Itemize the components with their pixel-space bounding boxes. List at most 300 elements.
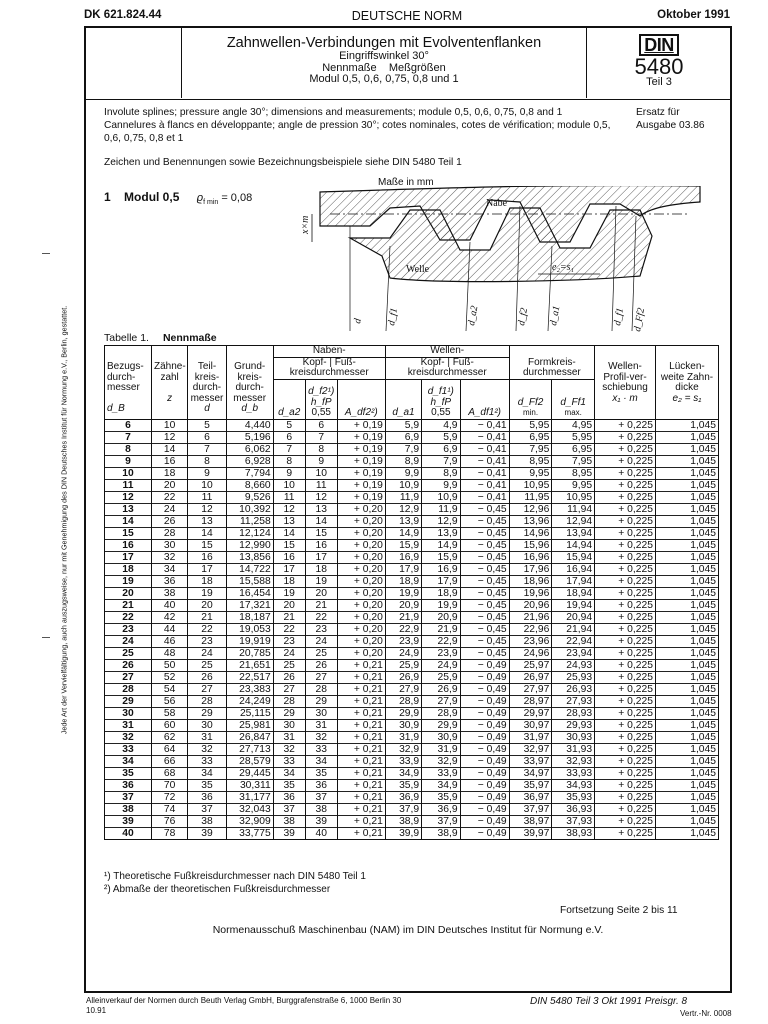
- table-cell: 17,9: [422, 575, 460, 587]
- table-cell: 36: [151, 575, 187, 587]
- table-cell: 34,93: [552, 779, 595, 791]
- table-cell: 33,97: [509, 755, 552, 767]
- table-cell: + 0,225: [595, 491, 656, 503]
- th-luecke-sym: e₂ = s₁: [672, 392, 702, 404]
- table-cell: 38: [305, 803, 337, 815]
- table-cell: 32: [105, 731, 152, 743]
- table-cell: 8: [188, 455, 226, 467]
- table-cell: 17: [305, 551, 337, 563]
- table-cell: − 0,45: [460, 551, 509, 563]
- continuation-note: Fortsetzung Seite 2 bis 11: [560, 905, 678, 916]
- table-cell: 54: [151, 683, 187, 695]
- table-row: [105, 611, 719, 623]
- table-cell: + 0,225: [595, 791, 656, 803]
- table-cell: + 0,21: [337, 755, 385, 767]
- table-cell: 5,95: [509, 419, 552, 431]
- table-cell: 6,9: [422, 443, 460, 455]
- table-row: [105, 551, 719, 563]
- table-cell: 22,96: [509, 623, 552, 635]
- table-cell: 33: [273, 755, 305, 767]
- th-hfp-val: 0,55: [311, 407, 331, 419]
- table-cell: 32,909: [226, 815, 273, 827]
- table-cell: 31,9: [422, 743, 460, 755]
- table-cell: 16: [188, 551, 226, 563]
- table-cell: 22: [105, 611, 152, 623]
- th-hfp-val-2: 0,55: [431, 407, 451, 419]
- table-cell: 33: [188, 755, 226, 767]
- table-cell: 28: [105, 683, 152, 695]
- table-cell: 11,9: [422, 503, 460, 515]
- table-cell: 17,96: [509, 563, 552, 575]
- table-cell: 26: [188, 671, 226, 683]
- table-cell: − 0,45: [460, 611, 509, 623]
- table-cell: 14,94: [552, 539, 595, 551]
- table-cell: 1,045: [655, 755, 718, 767]
- table-cell: + 0,21: [337, 815, 385, 827]
- table-cell: 1,045: [655, 695, 718, 707]
- table-cell: 20,9: [422, 611, 460, 623]
- table-cell: 20: [105, 587, 152, 599]
- table-cell: 9,95: [509, 467, 552, 479]
- th-z-text: Zähne-zahl: [153, 361, 186, 383]
- table-cell: 38: [188, 815, 226, 827]
- deutsche-norm-label: DEUTSCHE NORM: [351, 9, 463, 23]
- table-cell: 13,856: [226, 551, 273, 563]
- table-cell: 1,045: [655, 503, 718, 515]
- table-cell: 4,95: [552, 419, 595, 431]
- table-cell: 7,9: [422, 455, 460, 467]
- table-cell: 76: [151, 815, 187, 827]
- table-row: [105, 827, 719, 839]
- table-cell: 39,97: [509, 827, 552, 839]
- table-row: [105, 599, 719, 611]
- table-cell: 12: [105, 491, 152, 503]
- table-cell: 16,9: [422, 563, 460, 575]
- committee-note: Normenausschuß Maschinenbau (NAM) im DIN Deutsches Institut für Normung e.V.: [212, 924, 604, 936]
- table-cell: 8: [273, 455, 305, 467]
- table-row: [105, 479, 719, 491]
- table-cell: 15,94: [552, 551, 595, 563]
- table-cell: 24: [188, 647, 226, 659]
- table-cell: 32: [273, 743, 305, 755]
- table-cell: 13: [273, 515, 305, 527]
- table-row: [105, 455, 719, 467]
- table-cell: + 0,225: [595, 479, 656, 491]
- table-cell: 31: [305, 719, 337, 731]
- table-cell: 22,94: [552, 635, 595, 647]
- table-row: [105, 779, 719, 791]
- table-cell: + 0,225: [595, 731, 656, 743]
- table-row: [105, 731, 719, 743]
- table-cell: 28: [151, 527, 187, 539]
- table-cell: 11: [305, 479, 337, 491]
- table-cell: + 0,225: [595, 755, 656, 767]
- table-cell: 39: [105, 815, 152, 827]
- table-cell: 62: [151, 731, 187, 743]
- table-cell: 37: [273, 803, 305, 815]
- th-da1-sym: d_a1: [392, 407, 415, 419]
- th-adf1-sym: A_df1²): [468, 407, 501, 419]
- margin-mark: [42, 253, 50, 254]
- table-cell: 28,93: [552, 707, 595, 719]
- th-naben-kopf: Kopf-: [302, 356, 327, 368]
- table-cell: 13: [188, 515, 226, 527]
- table-cell: 26,9: [385, 671, 421, 683]
- table-cell: 25,97: [509, 659, 552, 671]
- table-cell: 19,053: [226, 623, 273, 635]
- table-cell: − 0,45: [460, 623, 509, 635]
- table-cell: 48: [151, 647, 187, 659]
- df1-label: d_f1: [386, 307, 401, 327]
- th-dff2-sym: d_Ff2: [517, 396, 544, 408]
- table-cell: − 0,49: [460, 707, 509, 719]
- table-cell: 1,045: [655, 623, 718, 635]
- table-cell: 25: [188, 659, 226, 671]
- table-cell: 30,9: [422, 731, 460, 743]
- table-cell: 30: [105, 707, 152, 719]
- table-cell: 21,96: [509, 611, 552, 623]
- table-cell: 7,95: [552, 455, 595, 467]
- table-cell: 26,93: [552, 683, 595, 695]
- table-cell: − 0,41: [460, 419, 509, 431]
- table-cell: 4,440: [226, 419, 273, 431]
- th-dff2: [509, 379, 552, 419]
- table-row: [105, 791, 719, 803]
- table-cell: − 0,45: [460, 539, 509, 551]
- table-cell: 6,95: [552, 443, 595, 455]
- table-row: [105, 803, 719, 815]
- table-row: [105, 719, 719, 731]
- table-cell: 1,045: [655, 467, 718, 479]
- table-cell: 36,93: [552, 803, 595, 815]
- table-row: [105, 443, 719, 455]
- table-cell: 68: [151, 767, 187, 779]
- table-cell: + 0,20: [337, 527, 385, 539]
- table-cell: 1,045: [655, 479, 718, 491]
- table-cell: − 0,41: [460, 431, 509, 443]
- table-cell: 14,9: [385, 527, 421, 539]
- table-cell: 1,045: [655, 539, 718, 551]
- table-cell: 32,9: [422, 755, 460, 767]
- table-cell: 36: [305, 779, 337, 791]
- table-cell: + 0,21: [337, 659, 385, 671]
- th-df2-sym: d_f2¹): [308, 386, 335, 398]
- table-cell: 34,9: [422, 779, 460, 791]
- table-cell: 12,124: [226, 527, 273, 539]
- table-cell: + 0,225: [595, 563, 656, 575]
- df1b-label: d_f1: [612, 307, 627, 327]
- table-cell: 13: [305, 503, 337, 515]
- table-cell: 25: [305, 647, 337, 659]
- table-cell: 29,9: [422, 719, 460, 731]
- table-cell: 12: [273, 503, 305, 515]
- table-cell: 33,93: [552, 767, 595, 779]
- table-cell: 8,9: [422, 467, 460, 479]
- table-cell: 13,9: [422, 527, 460, 539]
- table-cell: + 0,225: [595, 431, 656, 443]
- table-cell: 1,045: [655, 767, 718, 779]
- table-cell: 12,9: [422, 515, 460, 527]
- table-cell: 6: [188, 431, 226, 443]
- table-cell: + 0,19: [337, 479, 385, 491]
- table-cell: 58: [151, 707, 187, 719]
- table-cell: 40: [151, 599, 187, 611]
- table-cell: 6,928: [226, 455, 273, 467]
- table-cell: 5: [188, 419, 226, 431]
- table-cell: 1,045: [655, 455, 718, 467]
- table-cell: 25: [273, 659, 305, 671]
- table-cell: 1,045: [655, 527, 718, 539]
- table-cell: 10: [105, 467, 152, 479]
- table-cell: 14: [105, 515, 152, 527]
- table-cell: 19,94: [552, 599, 595, 611]
- table-row: [105, 467, 719, 479]
- table-cell: 5: [273, 419, 305, 431]
- table-cell: 34,97: [509, 767, 552, 779]
- table-cell: 29,93: [552, 719, 595, 731]
- table-cell: 27: [105, 671, 152, 683]
- table-cell: 1,045: [655, 419, 718, 431]
- xm-label: x×m: [300, 215, 311, 234]
- table-cell: 6,062: [226, 443, 273, 455]
- table-row: [105, 419, 719, 431]
- table-cell: 34: [305, 755, 337, 767]
- table-cell: − 0,41: [460, 479, 509, 491]
- table-row: [105, 767, 719, 779]
- table-cell: + 0,21: [337, 767, 385, 779]
- table-cell: 18: [151, 467, 187, 479]
- table-cell: + 0,21: [337, 719, 385, 731]
- table-cell: 29,445: [226, 767, 273, 779]
- th-hfp-sym: h_fP: [310, 396, 332, 408]
- table-cell: 1,045: [655, 551, 718, 563]
- table-row: [105, 671, 719, 683]
- table-cell: − 0,49: [460, 803, 509, 815]
- table-cell: 32,97: [509, 743, 552, 755]
- table-cell: 32,9: [385, 743, 421, 755]
- table-caption-title: Nennmaße: [162, 332, 217, 344]
- table-cell: 5,196: [226, 431, 273, 443]
- table-cell: + 0,225: [595, 419, 656, 431]
- table-cell: 36,9: [422, 803, 460, 815]
- table-cell: 19: [188, 587, 226, 599]
- table-cell: 1,045: [655, 635, 718, 647]
- margin-mark: [42, 637, 50, 638]
- th-db-text: Grund-kreis-durch-messer: [233, 361, 267, 404]
- table-cell: 11: [105, 479, 152, 491]
- din-number: 5480: [634, 54, 684, 79]
- din-teil: Teil 3: [646, 76, 672, 88]
- footer-publisher: Alleinverkauf der Normen durch Beuth Verlag GmbH, Burggrafenstraße 6, 1000 Berlin 30: [86, 996, 402, 1005]
- table-cell: 72: [151, 791, 187, 803]
- doc-title: Zahnwellen-Verbindungen mit Evolventenflanken: [226, 35, 542, 51]
- da2-label: d_a2: [466, 304, 481, 327]
- table-cell: − 0,45: [460, 563, 509, 575]
- table-cell: 33,9: [385, 755, 421, 767]
- table-cell: 42: [151, 611, 187, 623]
- table-cell: 15: [273, 539, 305, 551]
- footer-code: 10.91: [86, 1006, 107, 1015]
- table-row: [105, 815, 719, 827]
- footnotes: [104, 871, 366, 896]
- th-da2-sym: d_a2: [278, 407, 301, 419]
- din-block: [588, 28, 730, 98]
- table-cell: 24: [305, 635, 337, 647]
- table-cell: 16,94: [552, 563, 595, 575]
- table-cell: 14,722: [226, 563, 273, 575]
- table-cell: 36: [273, 791, 305, 803]
- table-cell: 31,9: [385, 731, 421, 743]
- table-cell: 19,919: [226, 635, 273, 647]
- table-cell: 14,96: [509, 527, 552, 539]
- table-cell: 32,93: [552, 755, 595, 767]
- table-cell: 44: [151, 623, 187, 635]
- table-cell: + 0,20: [337, 563, 385, 575]
- rho-symbol: ϱ: [196, 192, 204, 204]
- table-cell: 21: [105, 599, 152, 611]
- table-cell: 17: [273, 563, 305, 575]
- table-cell: 1,045: [655, 719, 718, 731]
- table-cell: 17,9: [385, 563, 421, 575]
- table-cell: 14: [151, 443, 187, 455]
- df2-label: d_f2: [516, 307, 531, 327]
- th-dff1-sym: d_Ff1: [560, 396, 586, 408]
- table-cell: + 0,20: [337, 611, 385, 623]
- table-cell: 6,95: [509, 431, 552, 443]
- table-cell: + 0,225: [595, 815, 656, 827]
- th-da2: [273, 379, 305, 419]
- table-cell: 27: [305, 671, 337, 683]
- table-cell: 12: [188, 503, 226, 515]
- th-da1: [385, 379, 421, 419]
- table-cell: 23,94: [552, 647, 595, 659]
- table-cell: 26,9: [422, 683, 460, 695]
- table-cell: 7,95: [509, 443, 552, 455]
- th-wellen-fuss: Fuß-: [452, 356, 474, 368]
- table-cell: 17,321: [226, 599, 273, 611]
- table-cell: 35,9: [422, 791, 460, 803]
- footnote-1: ¹) Theoretische Fußkreisdurchmesser nach DIN 5480 Teil 1: [104, 871, 366, 882]
- table-cell: 23: [188, 635, 226, 647]
- table-row: [105, 587, 719, 599]
- table-cell: + 0,225: [595, 587, 656, 599]
- table-cell: + 0,225: [595, 623, 656, 635]
- table-row: [105, 623, 719, 635]
- title-block: [86, 28, 730, 100]
- table-cell: 22: [305, 611, 337, 623]
- table-cell: − 0,49: [460, 731, 509, 743]
- table-row: [105, 635, 719, 647]
- table-cell: 21: [305, 599, 337, 611]
- title-line-4: Modul 0,5, 0,6, 0,75, 0,8 und 1: [309, 73, 459, 85]
- table-cell: + 0,21: [337, 791, 385, 803]
- table-cell: 37: [105, 791, 152, 803]
- table-cell: 28: [305, 683, 337, 695]
- table-cell: + 0,225: [595, 467, 656, 479]
- table-cell: 18: [273, 575, 305, 587]
- th-min: min.: [522, 408, 539, 418]
- table-cell: 64: [151, 743, 187, 755]
- table-cell: 12: [151, 431, 187, 443]
- table-cell: 18,9: [385, 575, 421, 587]
- table-cell: 22: [188, 623, 226, 635]
- th-adf2: [337, 379, 385, 419]
- table-cell: 8: [105, 443, 152, 455]
- table-cell: − 0,41: [460, 467, 509, 479]
- table-cell: 10: [273, 479, 305, 491]
- table-cell: 1,045: [655, 563, 718, 575]
- table-cell: + 0,21: [337, 743, 385, 755]
- table-cell: + 0,21: [337, 671, 385, 683]
- table-cell: 23,9: [422, 647, 460, 659]
- table-cell: 5,9: [422, 431, 460, 443]
- table-cell: 10: [188, 479, 226, 491]
- table-cell: 24,249: [226, 695, 273, 707]
- table-cell: 30: [151, 539, 187, 551]
- th-formkreis: Formkreis-durchmesser: [509, 346, 594, 380]
- table-cell: 1,045: [655, 731, 718, 743]
- table-cell: − 0,49: [460, 659, 509, 671]
- table-cell: + 0,19: [337, 491, 385, 503]
- table-cell: 78: [151, 827, 187, 839]
- table-cell: 20,96: [509, 599, 552, 611]
- table-cell: 16: [305, 539, 337, 551]
- rho-value: = 0,08: [221, 192, 253, 204]
- table-cell: 38,97: [509, 815, 552, 827]
- table-cell: 11: [273, 491, 305, 503]
- table-row: [105, 659, 719, 671]
- table-cell: 37: [188, 803, 226, 815]
- section-heading: [104, 190, 252, 206]
- reference-note: Zeichen und Benennungen sowie Bezeichnungsbeispiele siehe DIN 5480 Teil 1: [104, 157, 462, 168]
- table-cell: 39: [305, 815, 337, 827]
- th-naben-kreisdm: kreisdurchmesser: [289, 367, 369, 379]
- table-cell: 25,9: [422, 671, 460, 683]
- table-row: [105, 563, 719, 575]
- table-cell: − 0,49: [460, 791, 509, 803]
- table-row: [105, 503, 719, 515]
- table-cell: 34: [151, 563, 187, 575]
- table-caption-label: Tabelle 1.: [104, 332, 149, 344]
- da1-label: d_a1: [548, 304, 563, 327]
- table-cell: + 0,21: [337, 695, 385, 707]
- table-cell: 1,045: [655, 671, 718, 683]
- table-cell: 1,045: [655, 827, 718, 839]
- table-cell: 35: [188, 779, 226, 791]
- table-cell: 10,9: [385, 479, 421, 491]
- table-cell: 35,93: [552, 791, 595, 803]
- table-cell: 31,177: [226, 791, 273, 803]
- table-cell: 12,94: [552, 515, 595, 527]
- table-cell: 27,713: [226, 743, 273, 755]
- table-cell: − 0,45: [460, 527, 509, 539]
- th-profil-sym: x₁ · m: [612, 392, 638, 404]
- footer-left: [86, 996, 401, 1016]
- table-cell: + 0,225: [595, 647, 656, 659]
- table-cell: + 0,225: [595, 695, 656, 707]
- table-cell: 29,97: [509, 707, 552, 719]
- table-cell: 21,9: [422, 623, 460, 635]
- table-cell: 11,95: [509, 491, 552, 503]
- table-cell: 20,785: [226, 647, 273, 659]
- table-cell: 18: [188, 575, 226, 587]
- title-center: [181, 28, 587, 98]
- table-row: [105, 647, 719, 659]
- table-cell: 22: [273, 623, 305, 635]
- table-cell: 33: [305, 743, 337, 755]
- table-cell: + 0,225: [595, 719, 656, 731]
- table-cell: 21,651: [226, 659, 273, 671]
